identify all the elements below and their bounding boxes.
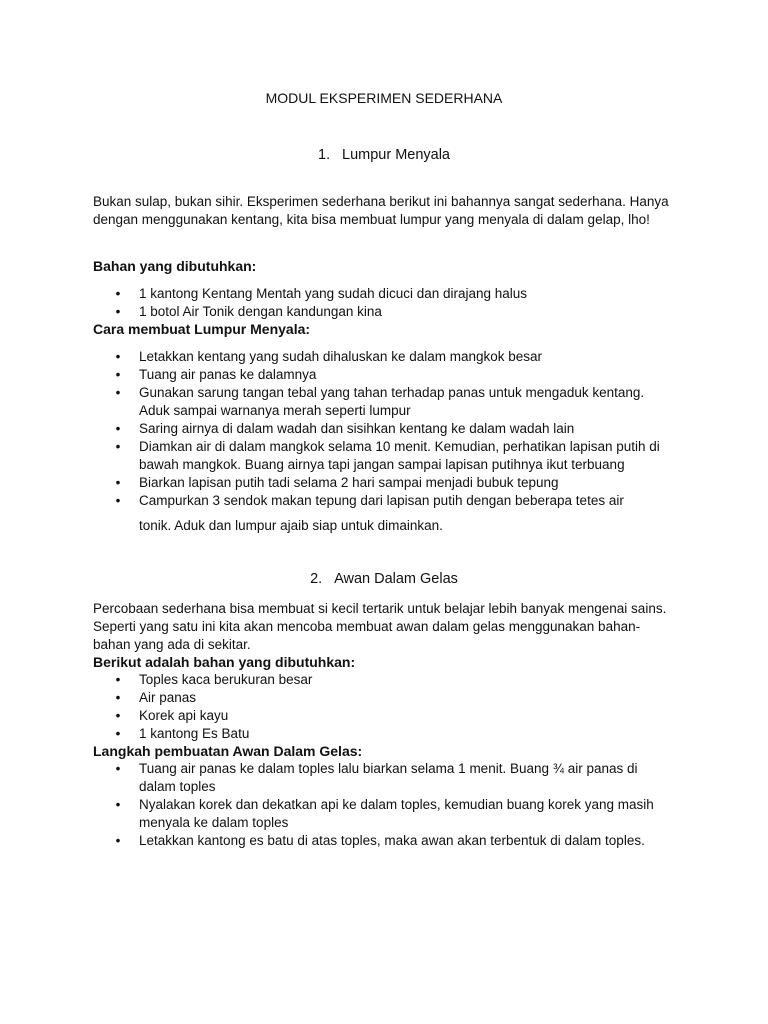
list-item: • Diamkan air di dalam mangkok selama 10 menit. Kemudian, perhatikan lapisan putih di bawah mangkok. Buang airnya tapi jangan sampai lapisan putihnya ikut terbuang — [93, 438, 673, 474]
bullet-icon: • — [115, 672, 121, 687]
list-item: • Biarkan lapisan putih tadi selama 2 hari sampai menjadi bubuk tepung — [93, 474, 673, 492]
bullet-icon: • — [115, 286, 121, 301]
list-item: • 1 kantong Kentang Mentah yang sudah dicuci dan dirajang halus — [93, 285, 673, 303]
section-1-last-step-line: tonik. Aduk dan lumpur ajaib siap untuk dimainkan. — [139, 518, 443, 533]
bullet-icon: • — [115, 690, 121, 705]
section-1-steps-list — [93, 348, 673, 510]
bullet-icon: • — [115, 833, 121, 848]
bullet-icon: • — [115, 367, 121, 382]
bullet-icon: • — [115, 421, 121, 436]
list-item: • Tuang air panas ke dalam toples lalu biarkan selama 1 menit. Buang ¾ air panas di dalam toples — [93, 760, 673, 796]
bullet-icon: • — [115, 493, 121, 508]
list-item: • Nyalakan korek dan dekatkan api ke dalam toples, kemudian buang korek yang masih menyala ke dalam toples — [93, 796, 673, 832]
bullet-icon: • — [115, 797, 121, 812]
section-1-title: Lumpur Menyala — [342, 147, 450, 163]
section-1-number: 1. — [318, 147, 331, 163]
list-item: • 1 kantong Es Batu — [93, 725, 673, 743]
list-item: • Air panas — [93, 689, 673, 707]
bullet-icon: • — [115, 439, 121, 454]
section-2-number: 2. — [310, 571, 323, 587]
section-2-title: Awan Dalam Gelas — [334, 571, 458, 587]
list-item: • Gunakan sarung tangan tebal yang tahan terhadap panas untuk mengaduk kentang. Aduk sampai warnanya merah seperti lumpur — [93, 384, 673, 420]
bullet-icon: • — [115, 726, 121, 741]
bullet-icon: • — [115, 349, 121, 364]
section-2-materials-list — [93, 671, 673, 743]
bullet-icon: • — [115, 708, 121, 723]
list-item: • Toples kaca berukuran besar — [93, 671, 673, 689]
section-1-materials-list — [93, 285, 673, 321]
section-2-materials-heading: Berikut adalah bahan yang dibutuhkan: — [93, 654, 356, 670]
list-item: • Tuang air panas ke dalamnya — [93, 366, 673, 384]
section-1-heading — [0, 146, 768, 164]
section-2-intro: Percobaan sederhana bisa membuat si kecil tertarik untuk belajar lebih banyak mengenai sains. Seperti yang satu ini kita akan mencoba membuat awan dalam gelas menggunakan bahan-bahan yang ada di sekitar. — [93, 601, 667, 652]
section-1-steps-heading: Cara membuat Lumpur Menyala: — [93, 321, 311, 337]
list-item: • Saring airnya di dalam wadah dan sisihkan kentang ke dalam wadah lain — [93, 420, 673, 438]
bullet-icon: • — [115, 304, 121, 319]
bullet-icon: • — [115, 761, 121, 776]
list-item: • Letakkan kentang yang sudah dihaluskan ke dalam mangkok besar — [93, 348, 673, 366]
section-1-intro: Bukan sulap, bukan sihir. Eksperimen sederhana berikut ini bahannya sangat sederhana. Hanya dengan menggunakan kentang, kita bisa membuat lumpur yang menyala di dalam gelap, lho! — [93, 194, 669, 227]
list-item: • Letakkan kantong es batu di atas toples, maka awan akan terbentuk di dalam toples. — [93, 832, 673, 850]
section-2-steps-heading: Langkah pembuatan Awan Dalam Gelas: — [93, 743, 363, 759]
list-item: • Korek api kayu — [93, 707, 673, 725]
list-item: • 1 botol Air Tonik dengan kandungan kina — [93, 303, 673, 321]
section-2-heading — [0, 570, 768, 588]
section-2-steps-list — [93, 760, 673, 850]
document-title: MODUL EKSPERIMEN SEDERHANA — [265, 90, 503, 106]
bullet-icon: • — [115, 385, 121, 400]
list-item: • Campurkan 3 sendok makan tepung dari lapisan putih dengan beberapa tetes air — [93, 492, 673, 510]
section-1-materials-heading: Bahan yang dibutuhkan: — [93, 258, 257, 274]
bullet-icon: • — [115, 475, 121, 490]
